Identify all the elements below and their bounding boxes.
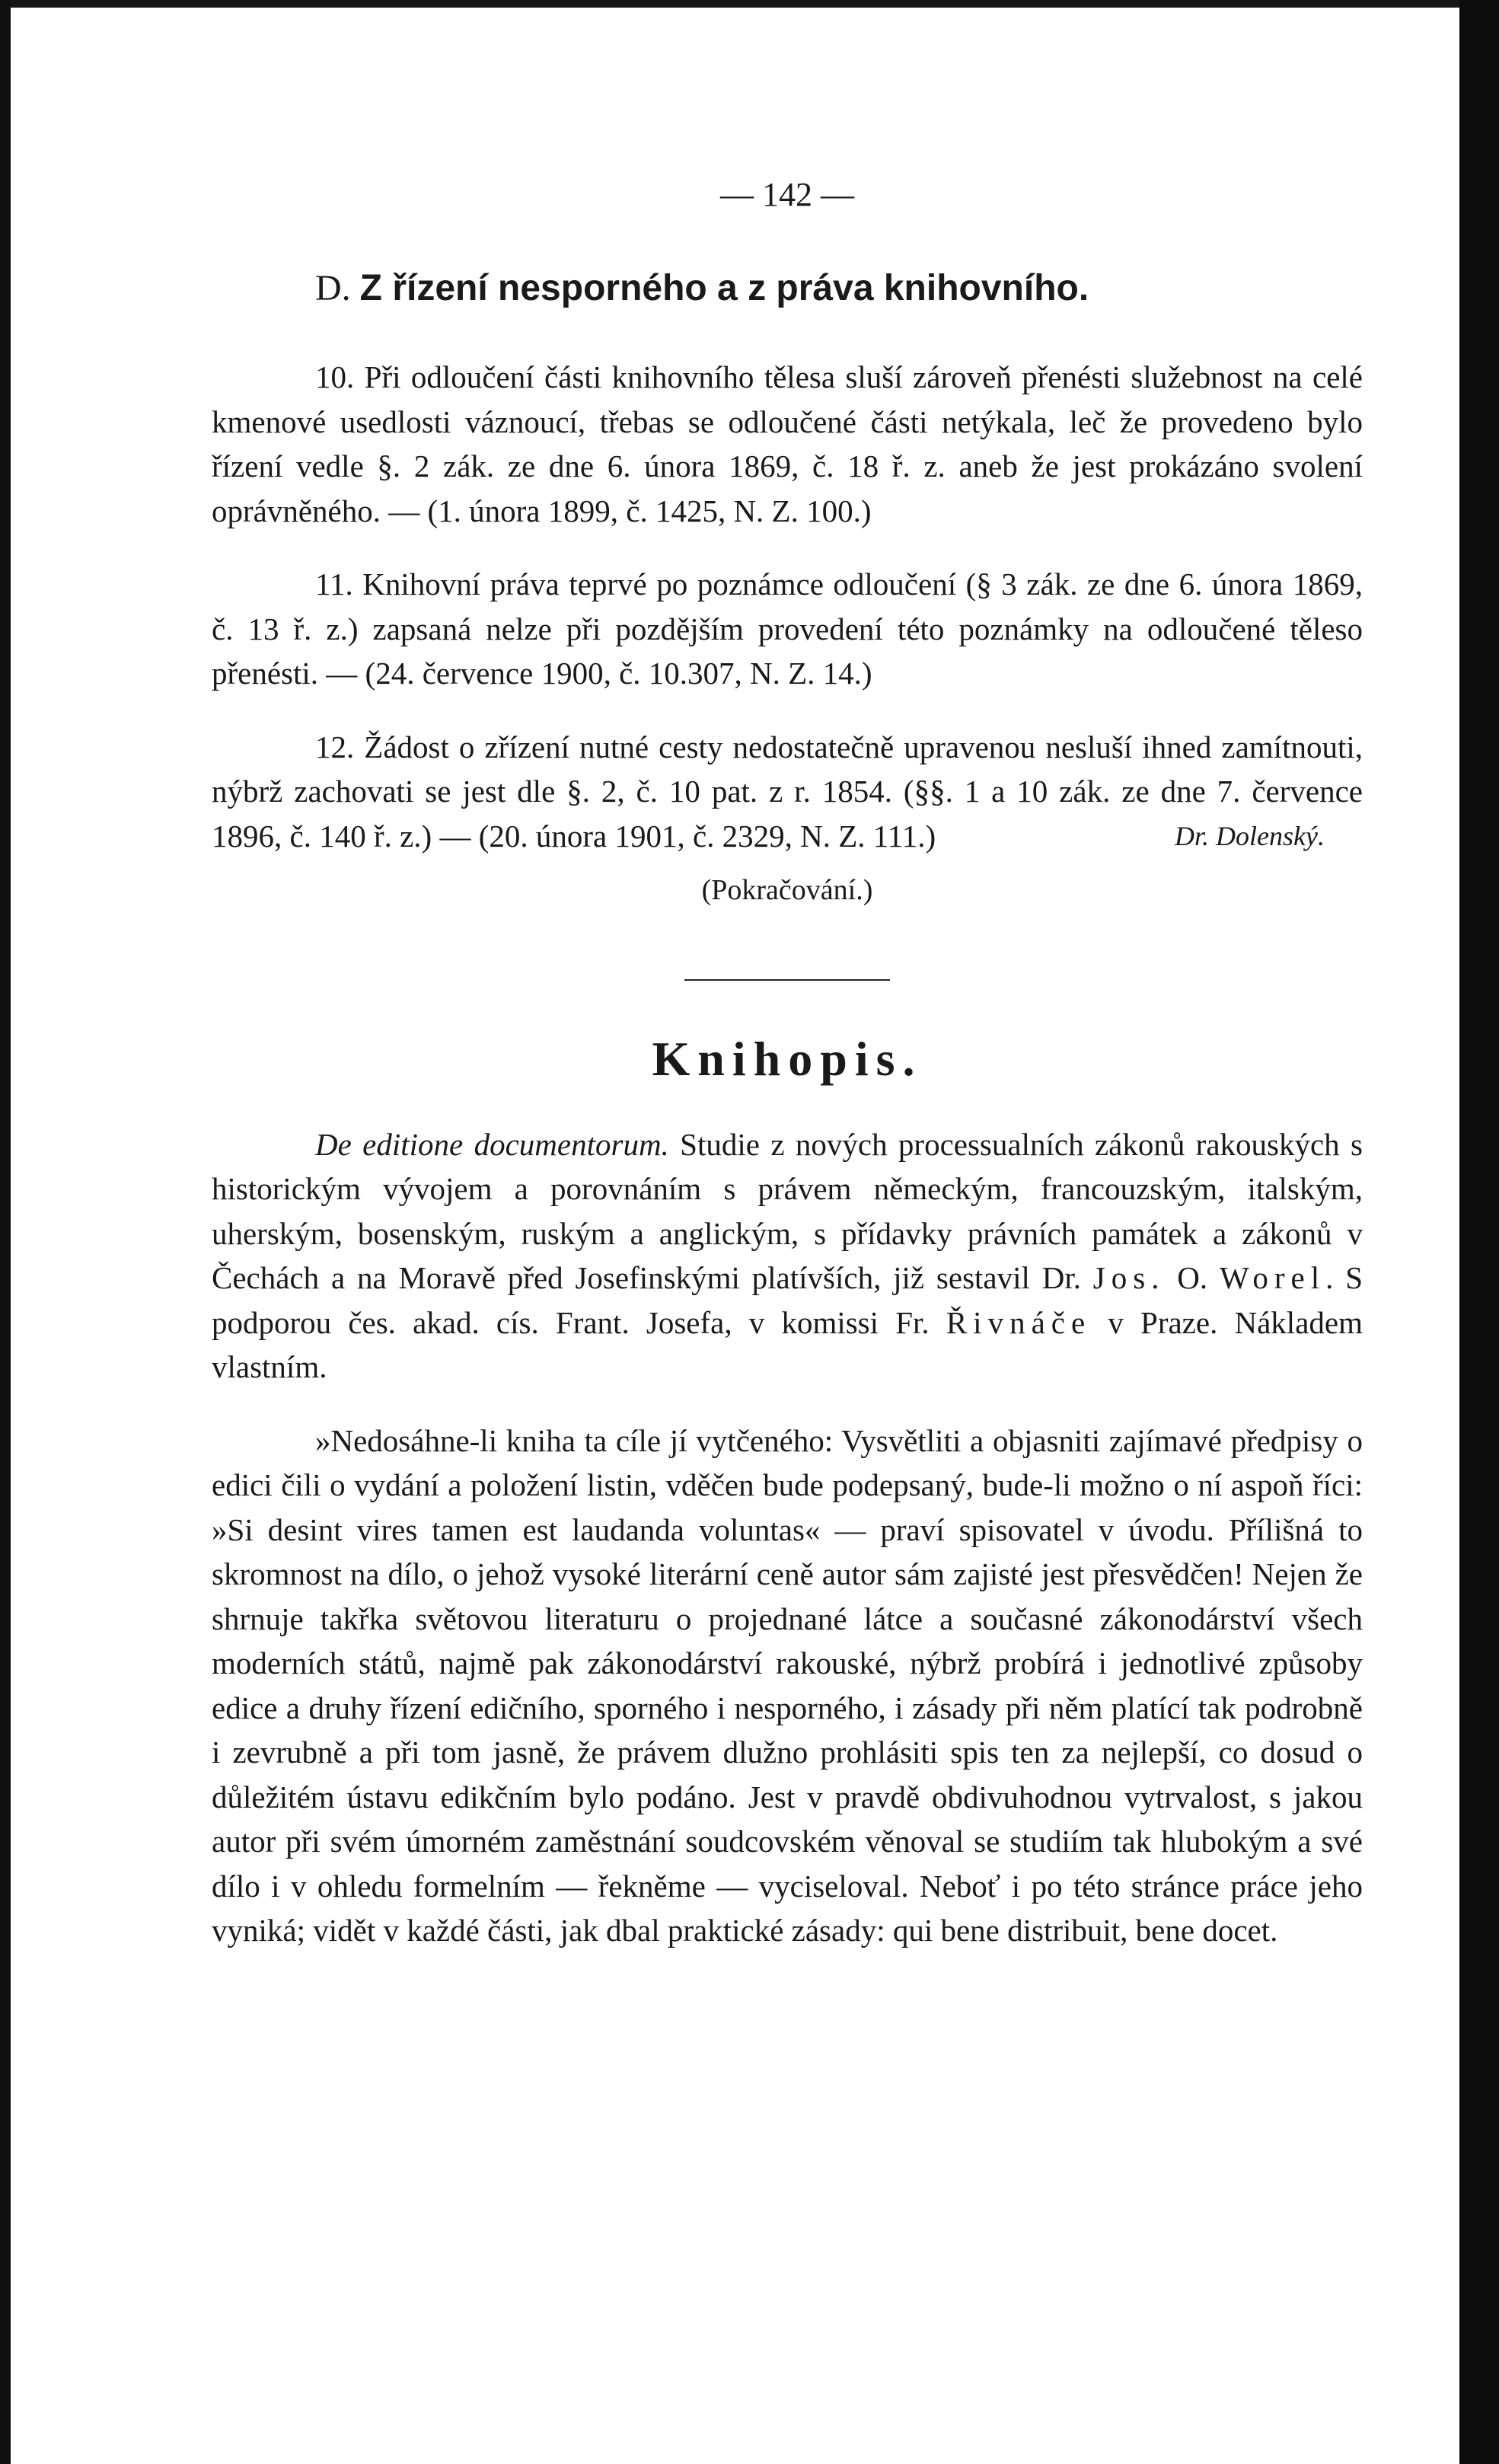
review-publisher: Řivnáče <box>946 1304 1092 1340</box>
section-heading <box>212 267 1363 309</box>
scan-edge-left <box>0 0 11 2464</box>
review-intro-text: Studie z nových processualních zákonů rakouských s historickým vývojem a porovnáním s právem německým, francouzským, italským, uherským, bosenským, ruským a anglickým, s přídavky právních památek a zákonů v Čechách a na Moravě před Josefinskými platívších, již sestavil Dr. <box>212 1126 1363 1295</box>
signature: Dr. Dolenský. <box>1175 821 1325 851</box>
page <box>212 175 1363 1953</box>
page-number: — 142 — <box>720 176 854 213</box>
review-body: »Nedosáhne-li kniha ta cíle jí vytčeného: Vysvětliti a objasniti zajímavé předpisy o edici čili o vydání a položení listin, vděčen bude podepsaný, bude-li možno o ní aspoň říci: »Si desint vires tamen est laudanda voluntas« — praví spisovatel v úvodu. Přílišná to skromnost na dílo, o jehož vysoké literární ceně autor sám zajisté jest přesvědčen! Nejen že shrnuje takřka světovou literaturu o projednané látce a současné zákonodárství všech moderních států, najmě pak zákonodárství rakouské, nýbrž probírá i jednotlivé způsoby edice a druhy řízení edičního, sporného i nesporného, i zásady při něm platící tak podrobně i zevrubně a při tom jasně, že právem dlužno prohlásiti spis ten za nejlepší, co dosud o důležitém ústavu edikčním bylo podáno. Jest v pravdě obdivuhodnou vytrvalost, s jakou autor při svém úmorném zaměstnání soudcovském věnoval se studiím tak hlubokým a své dílo i v ohledu formelním — řekněme — vyciseloval. Neboť i po této stránce práce jeho vyniká; vidět v každé části, jak dbal praktické zásady: qui bene distribuit, bene docet. <box>212 1422 1363 1948</box>
section-letter: D. <box>315 268 351 308</box>
review-after-author: . S podporou čes. akad. cís. Frant. Josefa, v komissi Fr. <box>212 1260 1363 1340</box>
paragraph-11: 11. Knihovní práva teprvé po poznámce odloučení (§ 3 zák. ze dne 6. února 1869, č. 13 ř. z.) zapsaná nelze při pozdějším provedení této poznámky na odloučené těleso přenésti. — (24. července 1900, č. 10.307, N. Z. 14.) <box>212 567 1363 691</box>
review-author-last: Worel <box>1219 1260 1326 1295</box>
scan-edge-top <box>0 0 1499 8</box>
section-divider <box>684 979 890 981</box>
review-author-first: Jos. <box>1092 1260 1166 1295</box>
review-between-names: O. <box>1165 1260 1220 1295</box>
review-book-title: De editione documentorum. <box>315 1126 669 1162</box>
review-intro <box>212 1122 1363 1390</box>
knihopis-heading: Knihopis. <box>652 1031 923 1086</box>
section-title: Z řízení nesporného a z práva knihovního. <box>359 268 1089 308</box>
scan-edge-right <box>1459 0 1499 2464</box>
review-after-publisher: v Praze. Nákladem vlastním. <box>212 1304 1363 1384</box>
continued-note: (Pokračování.) <box>701 873 873 906</box>
paragraph-12: 12. Žádost o zřízení nutné cesty nedostatečně upravenou nesluší ihned zamítnouti, nýbrž zachovati se jest dle §. 2, č. 10 pat. z r. 1854. (§§. 1 a 10 zák. ze dne 7. července 1896, č. 140 ř. z.) — (20. února 1901, č. 2329, N. Z. 111.) <box>212 729 1363 854</box>
paragraph-10: 10. Při odloučení části knihovního tělesa sluší zároveň přenésti služebnost na celé kmenové usedlosti váznoucí, třebas se odloučené části netýkala, leč že provedeno bylo řízení vedle §. 2 zák. ze dne 6. února 1869, č. 18 ř. z. aneb že jest prokázáno svolení oprávněného. — (1. února 1899, č. 1425, N. Z. 100.) <box>212 359 1363 528</box>
